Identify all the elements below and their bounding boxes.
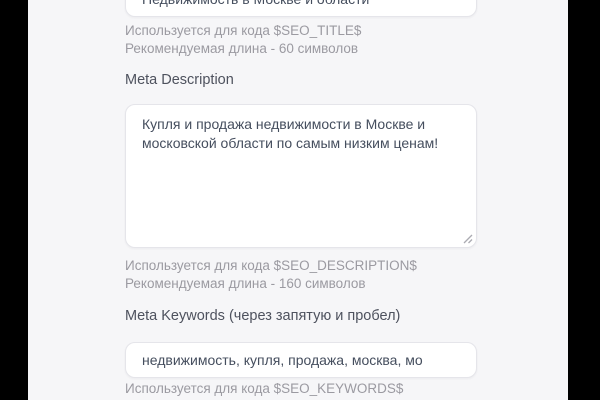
- right-letterbox-bar: [568, 0, 600, 400]
- meta-description-helper-length: Рекомендуемая длина - 160 символов: [125, 276, 366, 291]
- meta-title-input[interactable]: [125, 0, 477, 17]
- left-letterbox-bar: [0, 0, 28, 400]
- meta-keywords-input[interactable]: [125, 342, 477, 378]
- meta-title-helper-length: Рекомендуемая длина - 60 символов: [125, 41, 359, 56]
- meta-description-field-wrap: [125, 104, 477, 248]
- meta-keywords-helper-code: Используется для кода $SEO_KEYWORDS$: [125, 381, 404, 396]
- meta-title-helper-code: Используется для кода $SEO_TITLE$: [125, 23, 362, 38]
- seo-settings-panel: [28, 0, 568, 400]
- meta-description-helper-code: Используется для кода $SEO_DESCRIPTION$: [125, 258, 417, 273]
- meta-description-label: Meta Description: [125, 72, 234, 88]
- meta-keywords-label: Meta Keywords (через запятую и пробел): [125, 308, 401, 324]
- form-column: [125, 0, 477, 400]
- meta-description-textarea[interactable]: [125, 104, 477, 248]
